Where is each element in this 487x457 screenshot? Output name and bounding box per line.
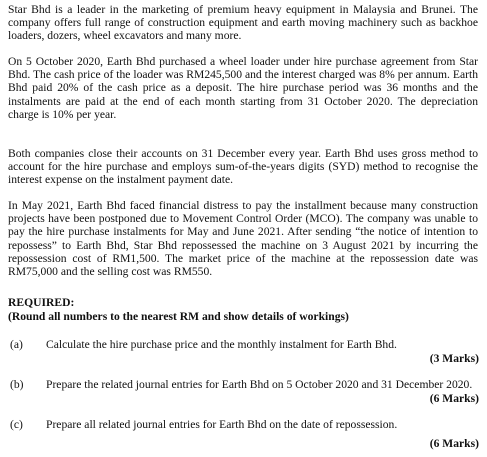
question-c-label: (c): [10, 418, 23, 431]
question-b-label: (b): [10, 378, 24, 391]
question-c-text: Prepare all related journal entries for Earth Bhd on the date of repossession.: [46, 418, 398, 431]
paragraph-repossession: In May 2021, Earth Bhd faced financial distress to pay the installment because many construction projects have been postponed due to Movement Control Order (MCO). The company was unable to pay the hire purchase instalments for May and June 2021. After sending “the notice of intention to repossess” to Earth Bhd, Star Bhd repossessed the machine on 3 August 2021 by incurring the repossession cost of RM1,500. The market price of the machine at the repossession date was RM75,000 and the selling cost was RM550.: [8, 199, 478, 279]
required-instruction: (Round all numbers to the nearest RM and show details of workings): [8, 310, 349, 323]
paragraph-purchase-details: On 5 October 2020, Earth Bhd purchased a wheel loader under hire purchase agreement from Star Bhd. The cash price of the loader was RM245,500 and the interest charged was 8% per annum. Earth Bhd paid 20% of the cash price as a deposit. The hire purchase period was 36 months and the instalments are paid at the end of each month starting from 31 October 2020. The depreciation charge is 10% per year.: [8, 55, 478, 121]
question-b-text: Prepare the related journal entries for Earth Bhd on 5 October 2020 and 31 December 2020.: [46, 378, 473, 391]
paragraph-accounting-policy: Both companies close their accounts on 31 December every year. Earth Bhd uses gross method to account for the hire purchase and employs sum-of-the-years digits (SYD) method to recognise the interest expense on the instalment payment date.: [8, 147, 478, 187]
required-heading: REQUIRED:: [8, 296, 75, 309]
question-a-label: (a): [10, 338, 23, 351]
question-c-marks: (6 Marks): [429, 437, 479, 450]
paragraph-company-intro: Star Bhd is a leader in the marketing of premium heavy equipment in Malaysia and Brunei. The company offers full range of construction equipment and earth moving machinery such as backhoe loaders, dozers, wheel excavators and many more.: [8, 3, 478, 43]
question-a-marks: (3 Marks): [429, 352, 479, 365]
question-a-text: Calculate the hire purchase price and the monthly instalment for Earth Bhd.: [46, 338, 397, 351]
question-b-marks: (6 Marks): [429, 392, 479, 405]
